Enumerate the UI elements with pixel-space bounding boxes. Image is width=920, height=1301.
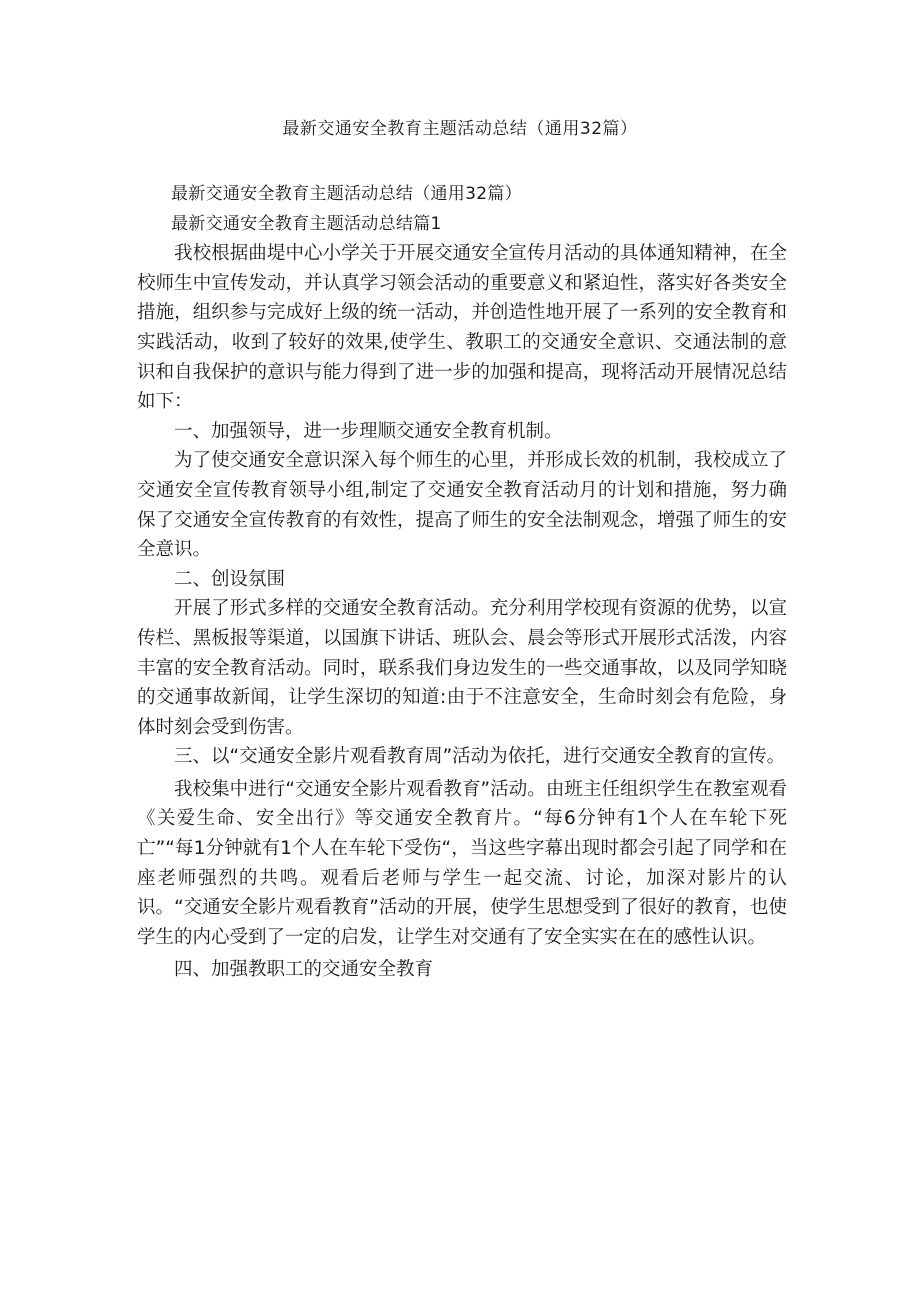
paragraph-subtitle: 最新交通安全教育主题活动总结（通用32篇）	[171, 184, 522, 204]
paragraph-body-3: 我校集中进行“交通安全影片观看教育”活动。由班主任组织学生在教室观看《关爱生命、安全出行》等交通安全教育片。“每6分钟有1个人在车轮下死亡”“每1分钟就有1个人在车轮下受伤“，当这些字幕出现时都会引起了同学和在座老师强烈的共鸣。观看后老师与学生一起交流、讨论，加深对影片的认识。“交通安全影片观看教育”活动的开展，使学生思想受到了很好的教育，也使学生的内心受到了一定的启发，让学生对交通有了安全实实在在的感性认识。	[137, 778, 787, 948]
paragraph-section-title: 最新交通安全教育主题活动总结篇1	[171, 213, 442, 234]
paragraph-body-2: 开展了形式多样的交通安全教育活动。充分利用学校现有资源的优势，以宣传栏、黑板报等渠道，以国旗下讲话、班队会、晨会等形式开展形式活泼，内容丰富的安全教育活动。同时，联系我们身边发生的一些交通事故，以及同学知晓的交通事故新闻，让学生深切的知道:由于不注意安全，生命时刻会有危险，身体时刻会受到伤害。	[137, 598, 787, 738]
document-title: 最新交通安全教育主题活动总结（通用32篇）	[282, 119, 638, 139]
paragraph-body-1: 为了使交通安全意识深入每个师生的心里，并形成长效的机制，我校成立了交通安全宣传教育领导小组,制定了交通安全教育活动月的计划和措施，努力确保了交通安全宣传教育的有效性，提高了师生的安全法制观念，增强了师生的安全意识。	[137, 450, 787, 561]
paragraph-heading-1: 一、加强领导，进一步理顺交通安全教育机制。	[174, 420, 563, 442]
document-body	[137, 180, 787, 985]
paragraph-heading-2: 二、创设氛围	[174, 568, 286, 590]
paragraph-heading-3: 三、以“交通安全影片观看教育周”活动为依托，进行交通安全教育的宣传。	[174, 746, 786, 768]
paragraph-intro: 我校根据曲堤中心小学关于开展交通安全宣传月活动的具体通知精神，在全校师生中宣传发动，并认真学习领会活动的重要意义和紧迫性，落实好各类安全措施，组织参与完成好上级的统一活动，并创造性地开展了一系列的安全教育和实践活动，收到了较好的效果,使学生、教职工的交通安全意识、交通法制的意识和自我保护的意识与能力得到了进一步的加强和提高，现将活动开展情况总结如下：	[137, 243, 787, 413]
paragraph-heading-4: 四、加强教职工的交通安全教育	[174, 959, 434, 981]
